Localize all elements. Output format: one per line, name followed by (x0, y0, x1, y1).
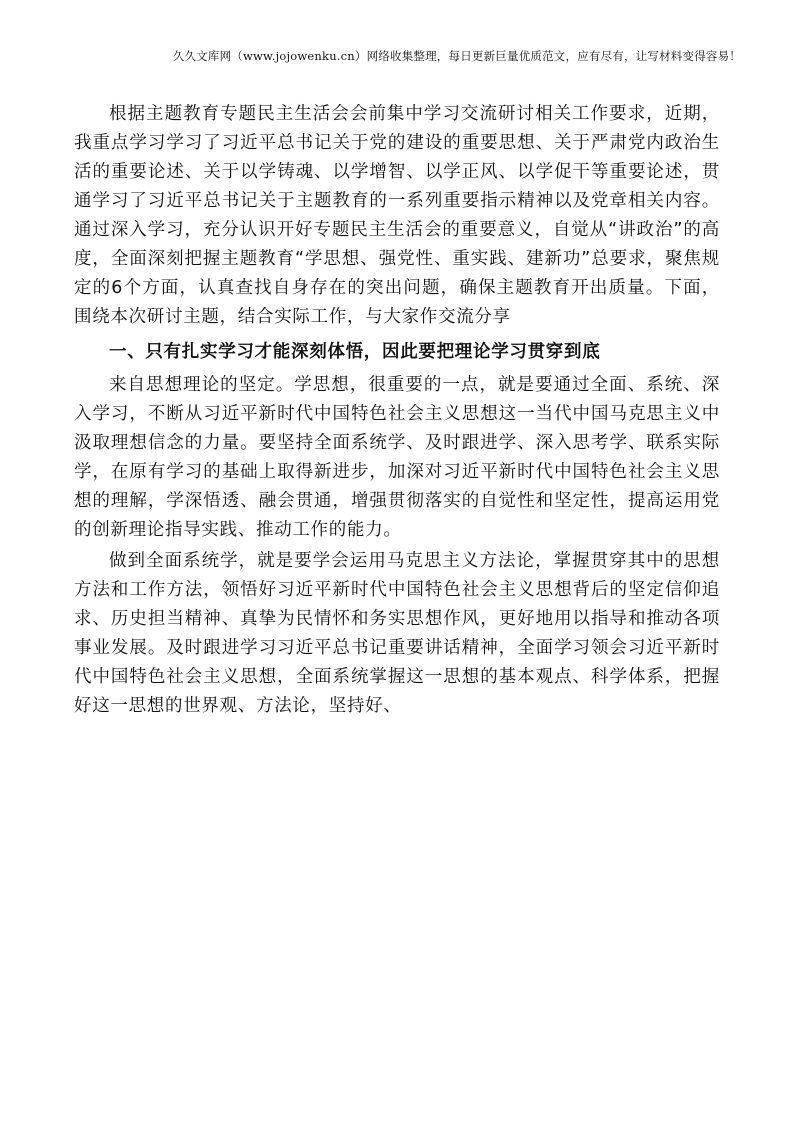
body-paragraph: 做到全面系统学，就是要学会运用马克思主义方法论，掌握贯穿其中的思想方法和工作方法，领悟好习近平新时代中国特色社会主义思想背后的坚定信仰追求、历史担当精神、真挚为民情怀和务实思想作风，更好地用以指导和推动各项事业发展。及时跟进学习习近平总书记重要讲话精神，全面学习领会习近平新时代中国特色社会主义思想，全面系统掌握这一思想的基本观点、科学体系，把握好这一思想的世界观、方法论，坚持好、 (74, 551, 720, 716)
header-note: 久久文库网（www.jojowenku.cn）网络收集整理，每日更新巨量优质范文，应有尽有，让写材料变得容易！ (172, 49, 741, 63)
section-heading: 一、只有扎实学习才能深刻体悟，因此要把理论学习贯穿到底 (109, 342, 601, 362)
intro-paragraph: 根据主题教育专题民主生活会会前集中学习交流研讨相关工作要求，近期，我重点学习学习了习近平总书记关于党的建设的重要思想、关于严肃党内政治生活的重要论述、关于以学铸魂、以学增智、以学正风、以学促干等重要论述，贯通学习了习近平总书记关于主题教育的一系列重要指示精神以及党章相关内容。通过深入学习，充分认识开好专题民主生活会的重要意义，自觉从“讲政治”的高度，全面深刻把握主题教育“学思想、强党性、重实践、建新功”总要求，聚焦规定的6个方面，认真查找自身存在的突出问题，确保主题教育开出质量。下面，围绕本次研讨主题，结合实际工作，与大家作交流分享 (74, 104, 720, 327)
body-paragraph: 来自思想理论的坚定。学思想，很重要的一点，就是要通过全面、系统、深入学习，不断从习近平新时代中国特色社会主义思想这一当代中国马克思主义中汲取理想信念的力量。要坚持全面系统学、及时跟进学、深入思考学、联系实际学，在原有学习的基础上取得新进步，加深对习近平新时代中国特色社会主义思想的理解，学深悟透、融会贯通，增强贯彻落实的自觉性和坚定性，提高运用党的创新理论指导实践、推动工作的能力。 (74, 375, 720, 540)
document-body (74, 100, 720, 721)
